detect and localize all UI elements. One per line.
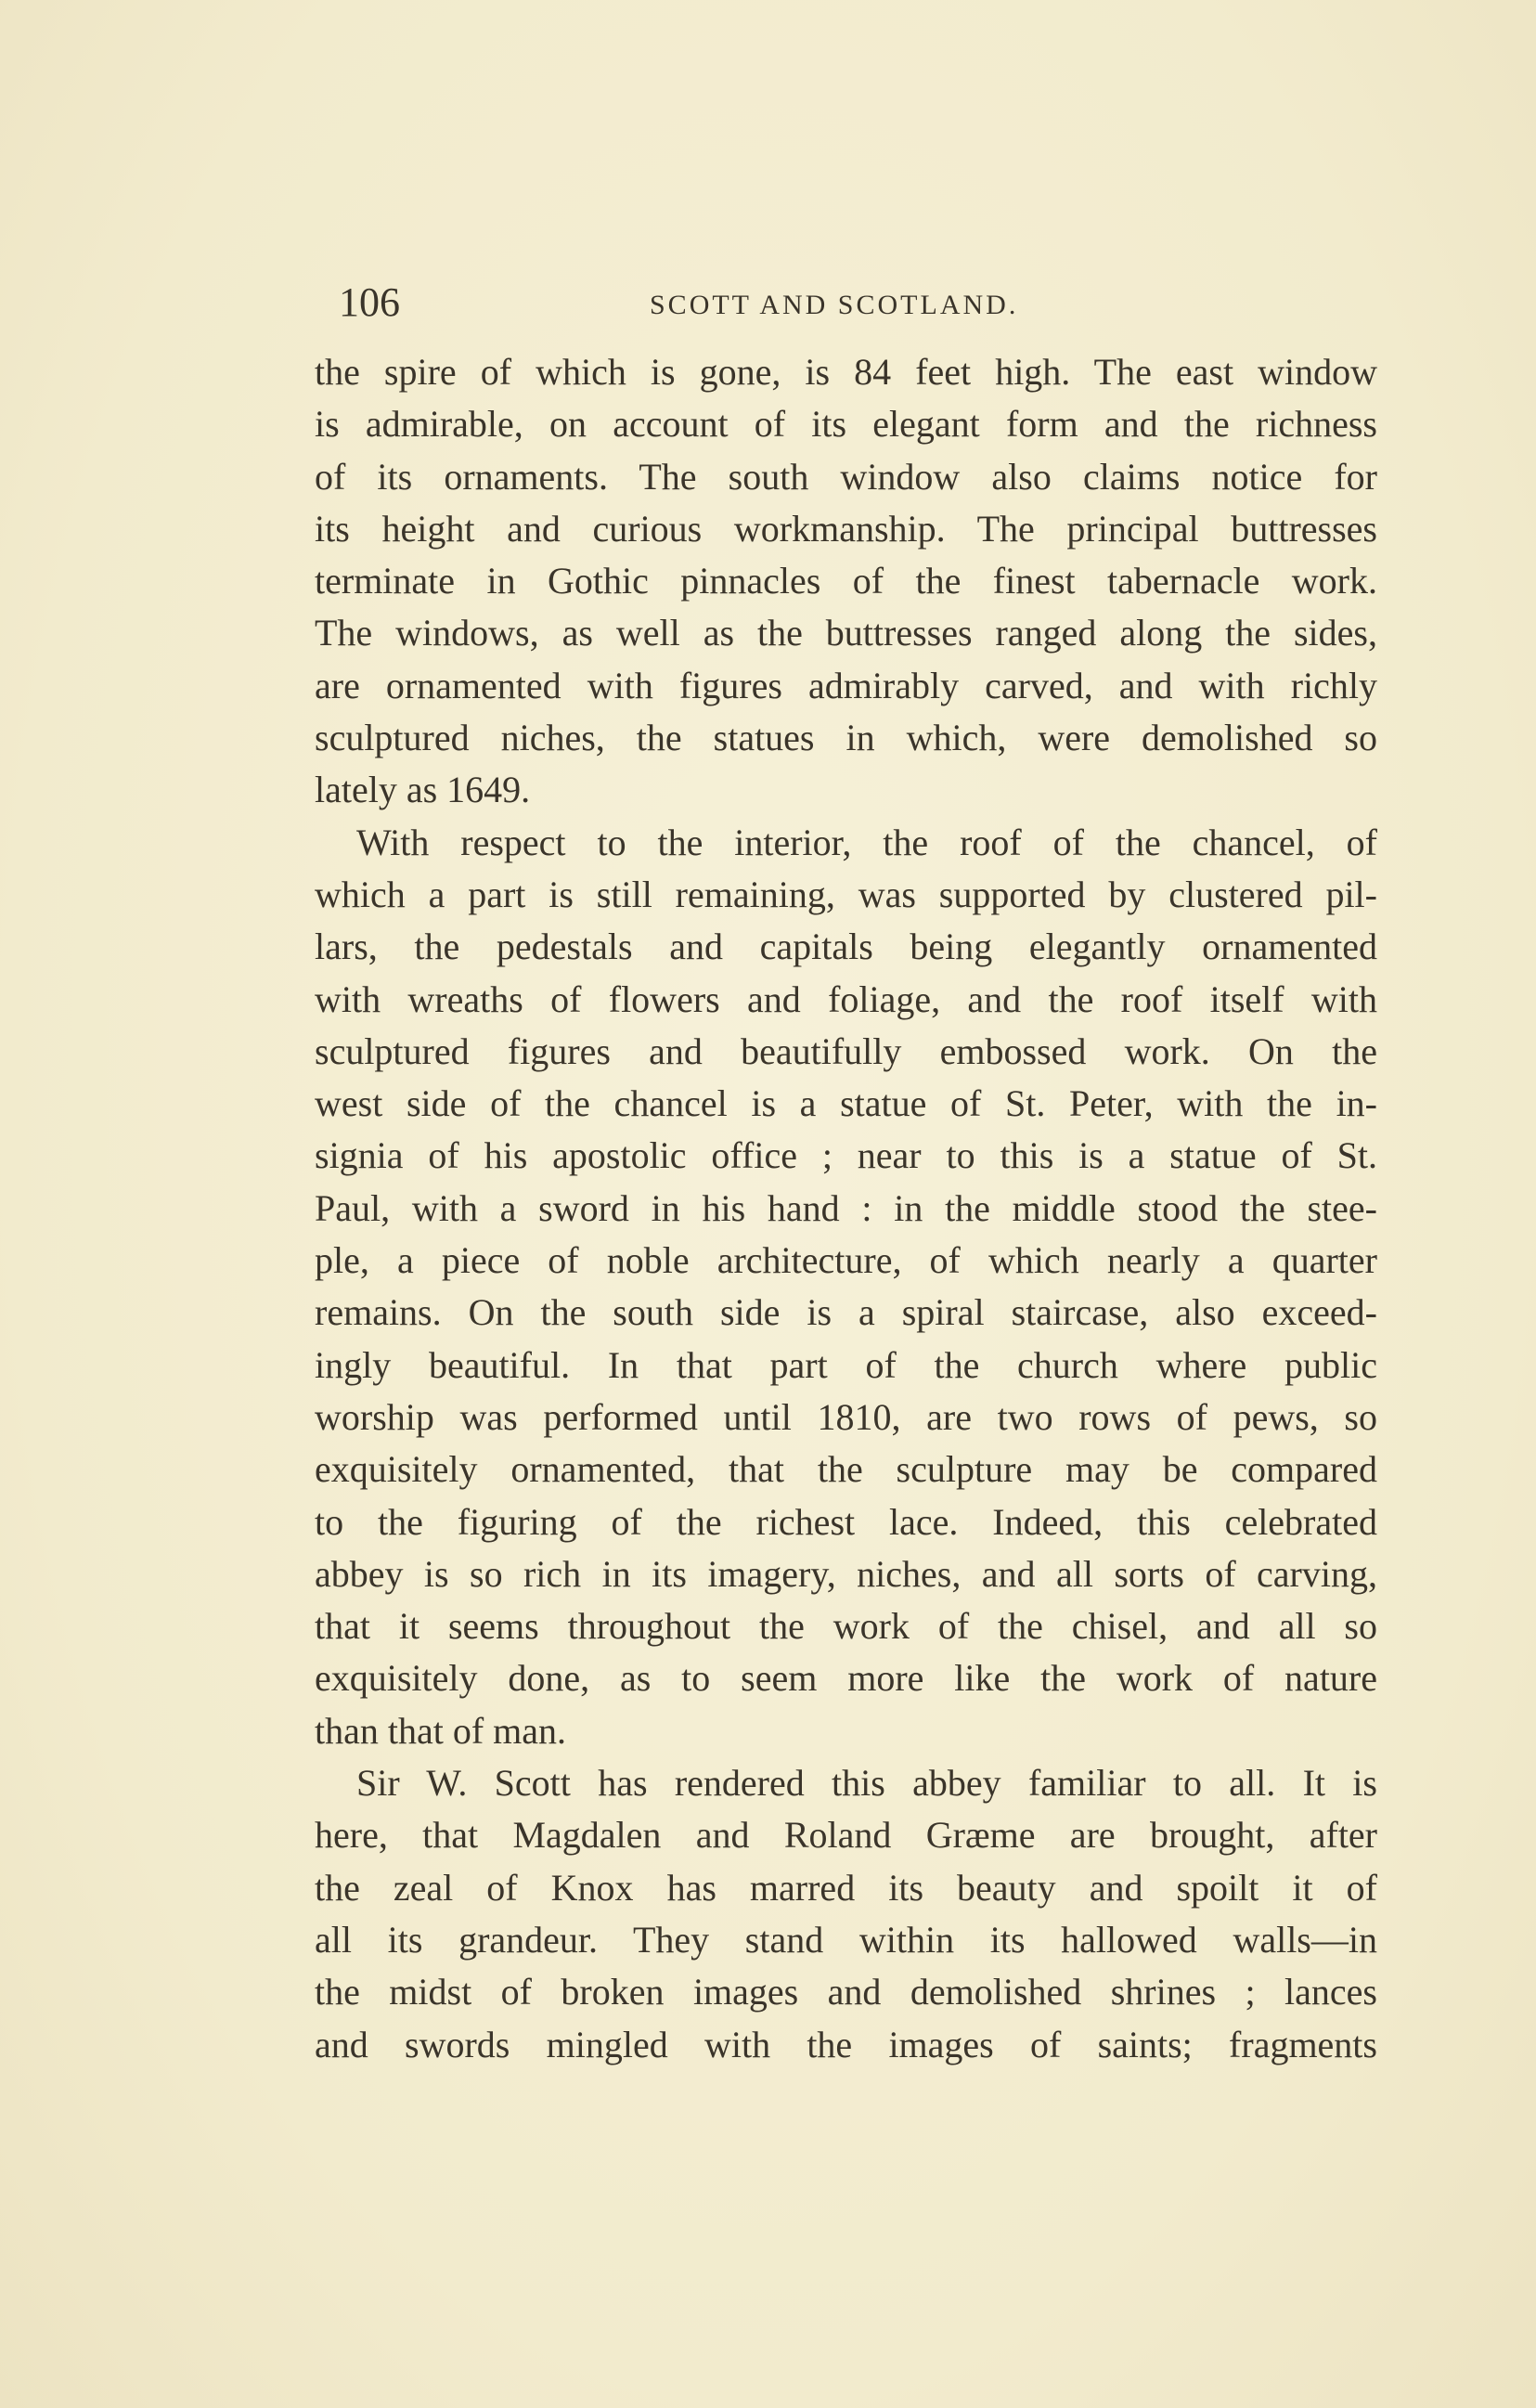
text-line: and swords mingled with the images of saints; fragments [315, 2023, 1377, 2065]
text-line: its height and curious workmanship. The principal buttresses [315, 507, 1377, 550]
text-line: With respect to the interior, the roof of the chancel, of [356, 821, 1377, 863]
text-line: the zeal of Knox has marred its beauty and spoilt it of [315, 1866, 1377, 1909]
text-line: here, that Magdalen and Roland Græme are brought, after [315, 1814, 1377, 1857]
page-number: 106 [339, 279, 400, 325]
text-line: the spire of which is gone, is 84 feet high. The east window [315, 351, 1377, 393]
text-line: the midst of broken images and demolished shrines ; lances [315, 1971, 1377, 2013]
text-line: to the figuring of the richest lace. Indeed, this celebrated [315, 1500, 1377, 1543]
text-line: of its ornaments. The south window also claims notice for [315, 455, 1377, 498]
text-line: are ornamented with figures admirably carved, and with richly [315, 664, 1377, 706]
text-line: sculptured niches, the statues in which, were demolished so [315, 717, 1377, 759]
text-line: ingly beautiful. In that part of the church where public [315, 1343, 1377, 1386]
text-line: ple, a piece of noble architecture, of which nearly a quarter [315, 1239, 1377, 1282]
text-line: worship was performed until 1810, are two rows of pews, so [315, 1395, 1377, 1438]
running-title: SCOTT AND SCOTLAND. [650, 290, 1019, 320]
text-line: lately as 1649. [315, 769, 531, 811]
text-line: lars, the pedestals and capitals being elegantly ornamented [315, 926, 1377, 968]
text-line: west side of the chancel is a statue of St. Peter, with the in- [315, 1082, 1377, 1125]
text-line: that it seems throughout the work of the chisel, and all so [315, 1605, 1377, 1648]
text-line: exquisitely ornamented, that the sculpture may be compared [315, 1448, 1377, 1491]
text-line: terminate in Gothic pinnacles of the finest tabernacle work. [315, 560, 1377, 602]
text-line: sculptured figures and beautifully embossed work. On the [315, 1029, 1377, 1072]
page-header [0, 278, 1536, 334]
text-line: is admirable, on account of its elegant form and the richness [315, 403, 1377, 446]
text-line: Paul, with a sword in his hand : in the middle stood the stee- [315, 1186, 1377, 1229]
text-line: than that of man. [315, 1709, 567, 1752]
text-line: signia of his apostolic office ; near to this is a statue of St. [315, 1134, 1377, 1177]
text-line: with wreaths of flowers and foliage, and the roof itself with [315, 977, 1377, 1020]
text-line: The windows, as well as the buttresses ranged along the sides, [315, 612, 1377, 654]
text-line: exquisitely done, as to seem more like the work of nature [315, 1657, 1377, 1700]
text-line: Sir W. Scott has rendered this abbey familiar to all. It is [356, 1762, 1377, 1805]
text-line: remains. On the south side is a spiral staircase, also exceed- [315, 1291, 1377, 1334]
text-line: abbey is so rich in its imagery, niches, and all sorts of carving, [315, 1552, 1377, 1595]
text-line: all its grandeur. They stand within its hallowed walls—in [315, 1918, 1377, 1961]
text-line: which a part is still remaining, was supported by clustered pil- [315, 873, 1377, 915]
body-text [315, 346, 1377, 2071]
